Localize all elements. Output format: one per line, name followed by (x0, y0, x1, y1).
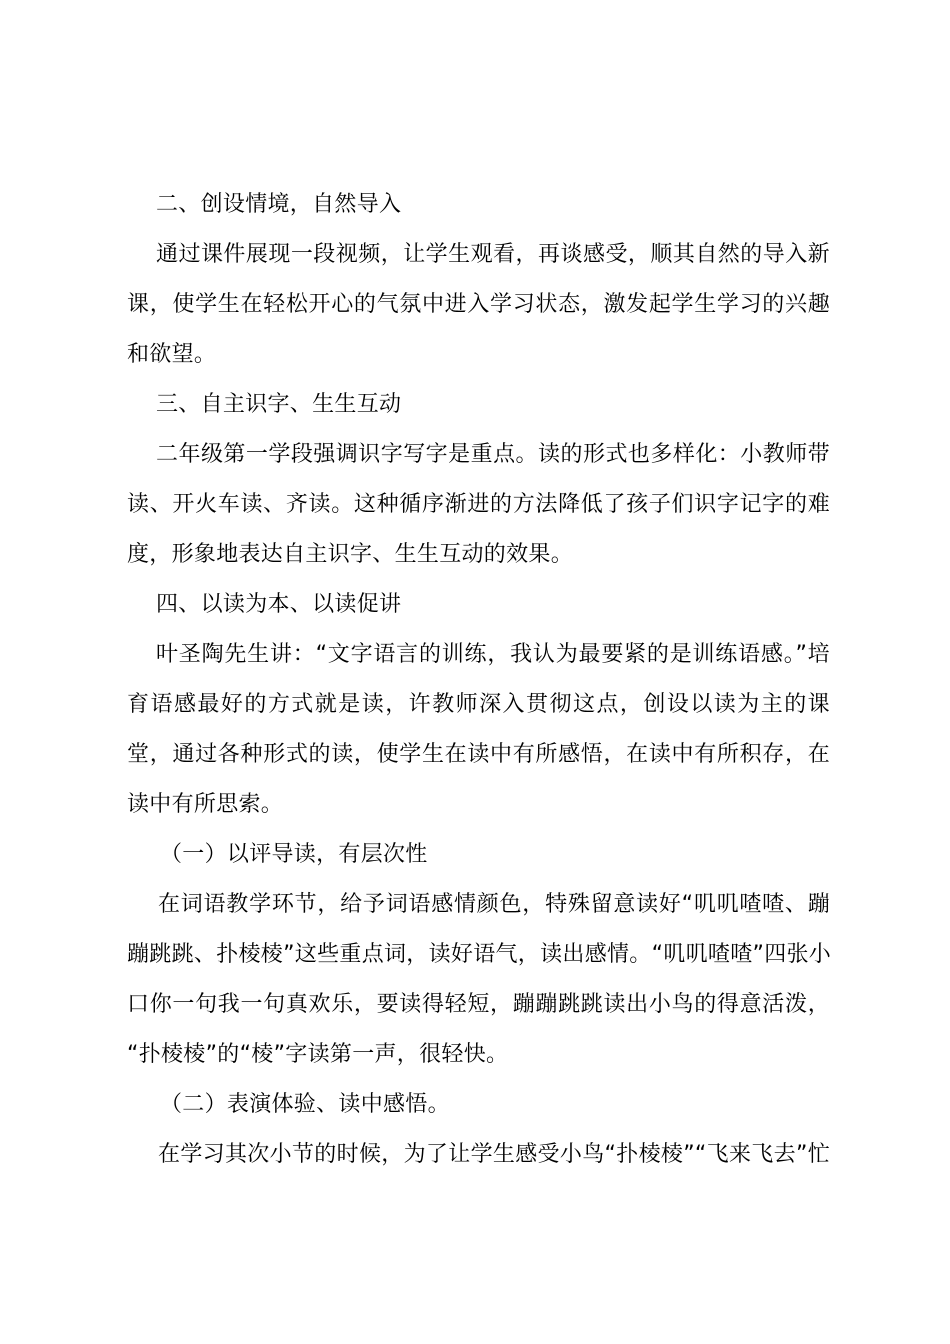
paragraph-line: “扑棱棱”的“棱”字读第一声，很轻快。 (127, 1042, 509, 1067)
paragraph-line: 读、开火车读、齐读。这种循序渐进的方法降低了孩子们识字记字的难 (127, 492, 830, 517)
paragraph-line: 口你一句我一句真欢乐，要读得轻短，蹦蹦跳跳读出小鸟的得意活泼， (127, 992, 830, 1017)
paragraph-line: 堂，通过各种形式的读，使学生在读中有所感悟，在读中有所积存，在 (127, 742, 830, 767)
paragraph-line: 育语感最好的方式就是读，许教师深入贯彻这点，创设以读为主的课 (127, 692, 830, 717)
subheading-2: （二）表演体验、读中感悟。 (160, 1092, 450, 1117)
paragraph-line: 课，使学生在轻松开心的气氛中进入学习状态，激发起学生学习的兴趣 (127, 292, 830, 317)
paragraph-line: 在词语教学环节，给予词语感情颜色，特殊留意读好“叽叽喳喳、蹦 (158, 892, 830, 917)
heading-3: 三、自主识字、生生互动 (156, 392, 402, 417)
paragraph-line: 读中有所思索。 (127, 792, 284, 817)
heading-2: 二、创设情境，自然导入 (156, 192, 402, 217)
paragraph-line: 通过课件展现一段视频，让学生观看，再谈感受，顺其自然的导入新 (156, 242, 830, 267)
paragraph-line: 蹦跳跳、扑棱棱”这些重点词，读好语气，读出感情。“叽叽喳喳”四张小 (127, 942, 832, 967)
paragraph-line: 和欲望。 (127, 342, 217, 367)
heading-4: 四、以读为本、以读促讲 (156, 592, 402, 617)
paragraph-line: 二年级第一学段强调识字写字是重点。读的形式也多样化：小教师带 (156, 442, 830, 467)
paragraph-line: 度，形象地表达自主识字、生生互动的效果。 (127, 542, 574, 567)
paragraph-line: 叶圣陶先生讲：“文字语言的训练，我认为最要紧的是训练语感。”培 (156, 642, 830, 667)
paragraph-line: 在学习其次小节的时候，为了让学生感受小鸟“扑棱棱”“飞来飞去”忙 (158, 1142, 830, 1167)
subheading-1: （一）以评导读，有层次性 (160, 842, 428, 867)
